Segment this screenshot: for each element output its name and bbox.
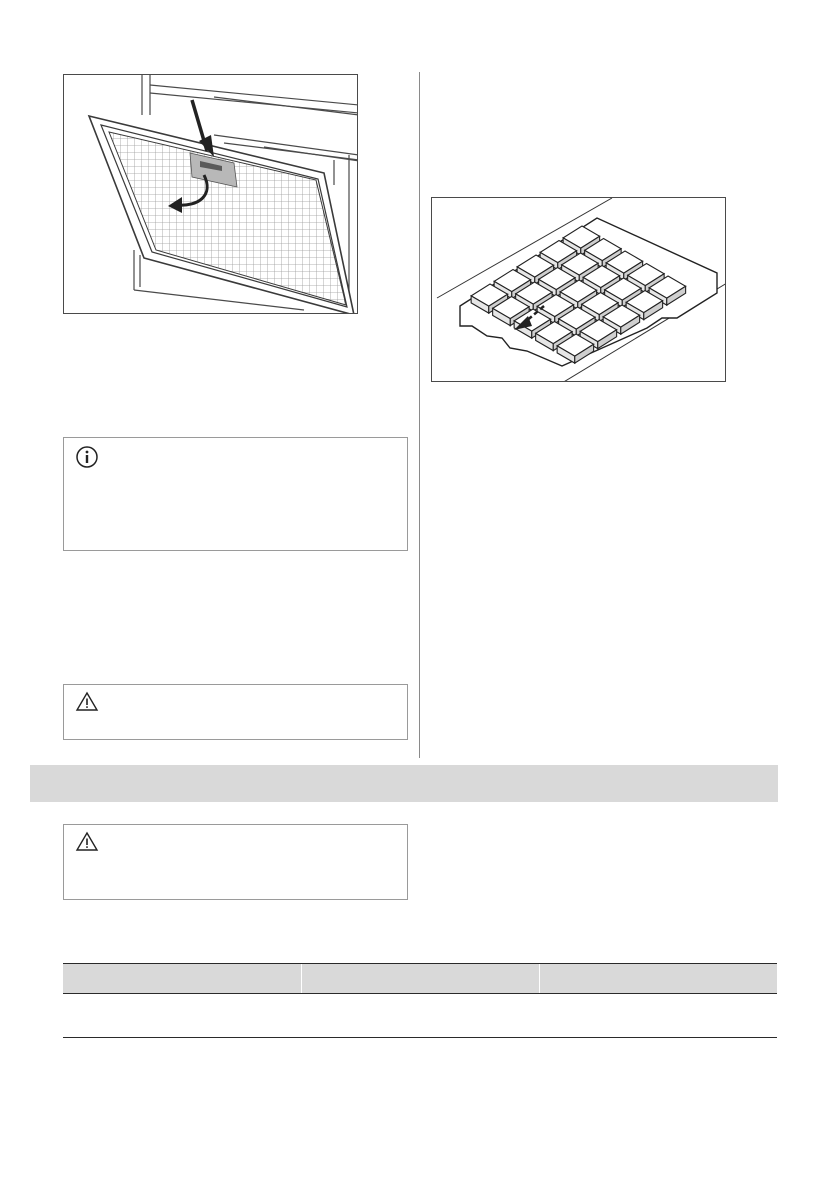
grease-filter-illustration [64,75,358,314]
info-icon [75,445,99,469]
filter-mesh [64,75,358,314]
warning-icon [75,830,99,854]
charcoal-filter-figure [431,197,726,382]
table-cell [301,994,539,1037]
warning-icon [75,690,99,714]
table-header-cell [539,964,777,993]
section-header-band [30,765,778,802]
grease-filter-figure [63,74,358,314]
table-cell [63,994,301,1037]
table-cell [539,994,777,1037]
table-header-cell [301,964,539,993]
charcoal-filter-illustration [432,198,726,382]
warning-notice-box [63,684,408,740]
table-header-cell [63,964,301,993]
info-notice-box [63,437,408,551]
warning-notice-box-2 [63,824,408,900]
column-divider [419,72,420,758]
table-header-row [63,963,777,994]
table-row [63,994,777,1038]
